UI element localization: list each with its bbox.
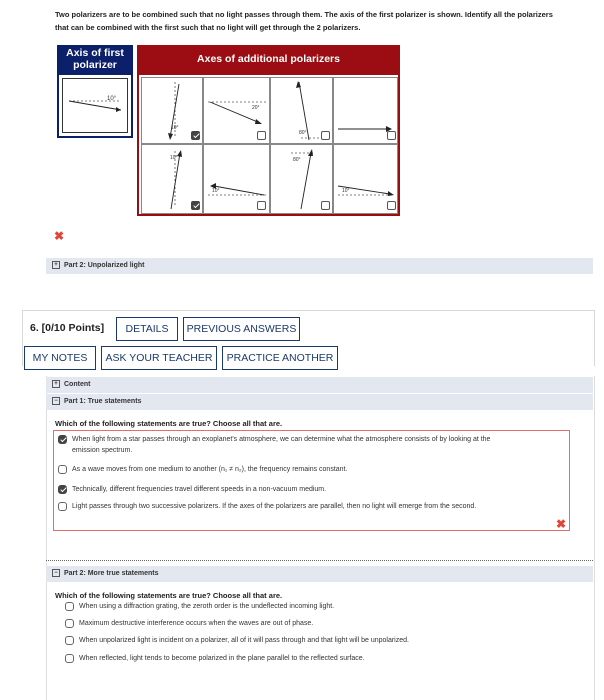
polarizer-angle-label: 20° xyxy=(252,105,260,111)
polarizer-checkbox[interactable] xyxy=(191,131,200,140)
question-number-points: 6. [0/10 Points] xyxy=(30,322,105,334)
polarizer-angle-label: 10° xyxy=(170,155,178,161)
part1-option-checkbox[interactable] xyxy=(58,435,67,444)
polarizer-checkbox[interactable] xyxy=(321,201,330,210)
part1-option: Technically, different frequencies travel different speeds in a non-vacuum medium. xyxy=(72,486,327,493)
part2-option-checkbox[interactable] xyxy=(65,636,74,645)
collapse-icon: − xyxy=(52,397,60,405)
part2-option: When using a diffraction grating, the zeroth order is the undeflected incoming light. xyxy=(79,603,335,610)
part1-option: When light from a star passes through an exoplanet's atmosphere, we can determine what the atmosphere consists of by looking at the emission spectrum. xyxy=(72,436,491,454)
part2-option-checkbox[interactable] xyxy=(65,619,74,628)
part1-prompt: Which of the following statements are true? Choose all that are. xyxy=(55,419,283,428)
part1-bar[interactable]: − Part 1: True statements xyxy=(46,394,593,410)
polarizer-cell-4 xyxy=(333,77,398,144)
polarizer-checkbox[interactable] xyxy=(257,131,266,140)
header-additional-polarizers: Axes of additional polarizers xyxy=(137,45,400,73)
polarizer-angle-label: 10° xyxy=(342,188,350,194)
part1-option: As a wave moves from one medium to another (n₁ ≠ n₂), the frequency remains constant. xyxy=(72,466,348,473)
part2-option-checkbox[interactable] xyxy=(65,654,74,663)
polarizer-angle-label: 10° xyxy=(212,188,220,194)
polarizer-angle-label: 10° xyxy=(171,125,179,131)
polarizer-cell-1 xyxy=(141,77,203,144)
additional-polarizers-grid xyxy=(137,73,400,216)
polarizer-checkbox[interactable] xyxy=(257,201,266,210)
separator xyxy=(46,560,593,561)
polarizer-cell-8 xyxy=(333,144,398,214)
part2-option: When unpolarized light is incident on a polarizer, all of it will pass through and that light will be unpolarized. xyxy=(79,637,409,644)
expand-icon: + xyxy=(52,261,60,269)
practice-another-button[interactable]: PRACTICE ANOTHER xyxy=(222,346,338,370)
ask-teacher-button[interactable]: ASK YOUR TEACHER xyxy=(101,346,217,370)
content-bar[interactable]: + Content xyxy=(46,377,593,393)
polarizer-cell-6 xyxy=(203,144,270,214)
polarizer-angle-label: 80° xyxy=(293,157,301,163)
polarizer-cell-7 xyxy=(270,144,333,214)
header-first-polarizer: Axis of first polarizer xyxy=(57,45,133,73)
part2-option-checkbox[interactable] xyxy=(65,602,74,611)
polarizer-checkbox[interactable] xyxy=(321,131,330,140)
part2-unpolarized-bar[interactable]: + Part 2: Unpolarized light xyxy=(46,258,593,274)
details-button[interactable]: DETAILS xyxy=(116,317,178,341)
part1-option-checkbox[interactable] xyxy=(58,485,67,494)
first-polarizer-cell xyxy=(57,73,133,138)
polarizer-cell-3 xyxy=(270,77,333,144)
part1-option-checkbox[interactable] xyxy=(58,502,67,511)
part2-prompt: Which of the following statements are true? Choose all that are. xyxy=(55,591,283,600)
polarizer-cell-2 xyxy=(203,77,270,144)
polarizer-checkbox[interactable] xyxy=(191,201,200,210)
question-text: Two polarizers are to be combined such that no light passes through them. The axis of the first polarizer is shown. Identify all the polarizers that can be combined with the first such that no light will get through the 2 polarizers. xyxy=(55,10,553,32)
part2-option: Maximum destructive interference occurs when the waves are out of phase. xyxy=(79,620,314,627)
part1-option-checkbox[interactable] xyxy=(58,465,67,474)
part1-option: Light passes through two successive polarizers. If the axes of the polarizers are parallel, then no light will emerge from the second. xyxy=(72,503,477,510)
expand-icon: + xyxy=(52,380,60,388)
previous-answers-button[interactable]: PREVIOUS ANSWERS xyxy=(183,317,300,341)
collapse-icon: − xyxy=(52,569,60,577)
first-polarizer-angle: 10° xyxy=(107,96,117,102)
polarizer-cell-5 xyxy=(141,144,203,214)
incorrect-icon: ✖ xyxy=(556,517,567,531)
first-polarizer-diagram xyxy=(63,79,127,132)
incorrect-icon: ✖ xyxy=(54,229,65,243)
part2-option: When reflected, light tends to become polarized in the plane parallel to the reflected surface. xyxy=(79,655,365,662)
polarizer-checkbox[interactable] xyxy=(387,131,396,140)
polarizer-checkbox[interactable] xyxy=(387,201,396,210)
polarizer-angle-label: 80° xyxy=(299,130,307,136)
my-notes-button[interactable]: MY NOTES xyxy=(24,346,96,370)
part2-bar[interactable]: − Part 2: More true statements xyxy=(46,566,593,582)
